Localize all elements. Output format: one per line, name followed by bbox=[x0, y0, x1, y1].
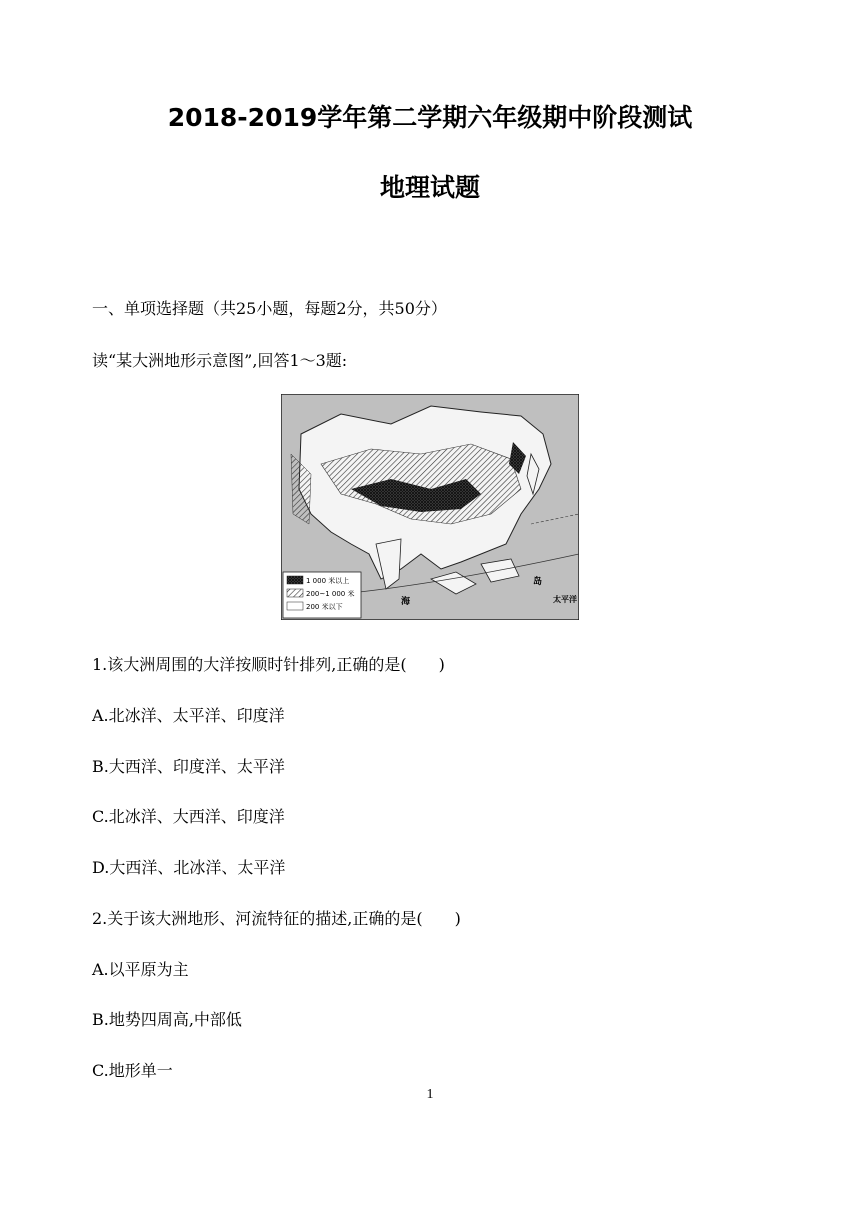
question-1-stem: 1.该大洲周围的大洋按顺时针排列,正确的是( ) bbox=[92, 655, 445, 674]
question-2-option-c: C.地形单一 bbox=[92, 1061, 173, 1080]
document-subtitle: 地理试题 bbox=[379, 173, 480, 202]
instruction-text: 读“某大洲地形示意图”,回答1～3题: bbox=[92, 351, 348, 370]
map-label-pacific: 太平洋 bbox=[553, 595, 577, 604]
page-number: 1 bbox=[426, 1087, 434, 1102]
question-2-option-b: B.地势四周高,中部低 bbox=[92, 1010, 242, 1029]
question-1-option-b: B.大西洋、印度洋、太平洋 bbox=[92, 757, 285, 776]
legend-label-high: 1 000 米以上 bbox=[306, 577, 350, 585]
document-title: 2018-2019学年第二学期六年级期中阶段测试 bbox=[167, 103, 693, 132]
question-1-option-a: A.北冰洋、太平洋、印度洋 bbox=[92, 706, 285, 725]
question-1-option-d: D.大西洋、北冰洋、太平洋 bbox=[92, 858, 286, 877]
section-heading: 一、单项选择题（共25小题，每题2分，共50分） bbox=[92, 299, 447, 318]
map-label-island: 岛 bbox=[533, 577, 543, 587]
question-2-stem: 2.关于该大洲地形、河流特征的描述,正确的是( ) bbox=[92, 909, 461, 928]
legend-swatch-low bbox=[287, 602, 303, 610]
legend-swatch-high bbox=[287, 576, 303, 584]
asia-terrain-map bbox=[281, 394, 579, 620]
legend-label-mid: 200~1 000 米 bbox=[306, 590, 355, 598]
legend-swatch-mid bbox=[287, 589, 303, 597]
legend-label-low: 200 米以下 bbox=[306, 603, 343, 611]
question-1-option-c: C.北冰洋、大西洋、印度洋 bbox=[92, 807, 285, 826]
map-label-sea: 海 bbox=[401, 597, 411, 607]
question-2-option-a: A.以平原为主 bbox=[92, 960, 189, 979]
